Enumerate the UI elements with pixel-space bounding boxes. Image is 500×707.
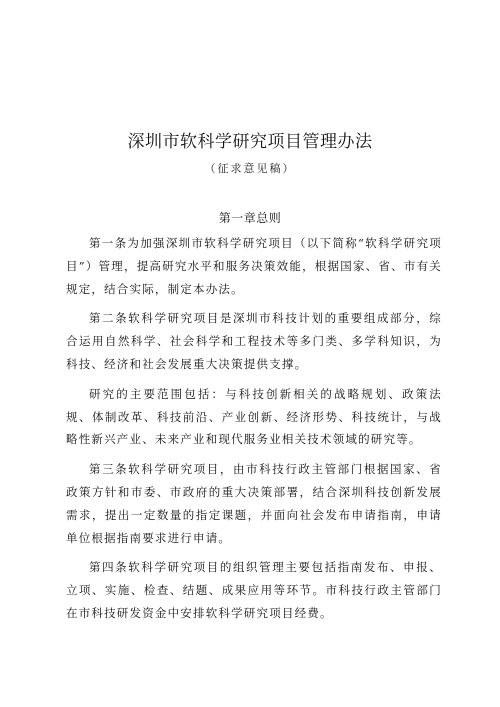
article-1-paragraph: 第一条为加强深圳市软科学研究项目（以下简称“软科学研究项目”）管理，提高研究水平和服务决策效能，根据国家、省、市有关规定，结合实际，制定本办法。 [66,236,442,296]
article-2-paragraph: 第二条软科学研究项目是深圳市科技计划的重要组成部分，综合运用自然科学、社会科学和工程技术等多门类、多学科知识，为科技、经济和社会发展重大决策提供支撑。 [66,311,442,371]
article-4-paragraph: 第四条软科学研究项目的组织管理主要包括指南发布、申报、立项、实施、检查、结题、成果应用等环节。市科技行政主管部门在市科技研发资金中安排软科学研究项目经费。 [66,560,442,620]
document-subtitle: （征求意见稿） [204,162,296,175]
research-scope-paragraph: 研究的主要范围包括：与科技创新相关的战略规划、政策法规、体制改革、科技前沿、产业创新、经济形势、科技统计，与战略性新兴产业、未来产业和现代服务业相关技术领域的研究等。 [66,386,442,447]
document-title: 深圳市软科学研究项目管理办法 [127,132,373,152]
document-body [66,232,442,625]
article-3-paragraph: 第三条软科学研究项目，由市科技行政主管部门根据国家、省政策方针和市委、市政府的重大决策部署，结合深圳科技创新发展需求，提出一定数量的指定课题，并面向社会发布申请指南，申请单位根据指南要求进行申请。 [66,462,442,545]
chapter-heading: 第一章总则 [218,211,282,225]
